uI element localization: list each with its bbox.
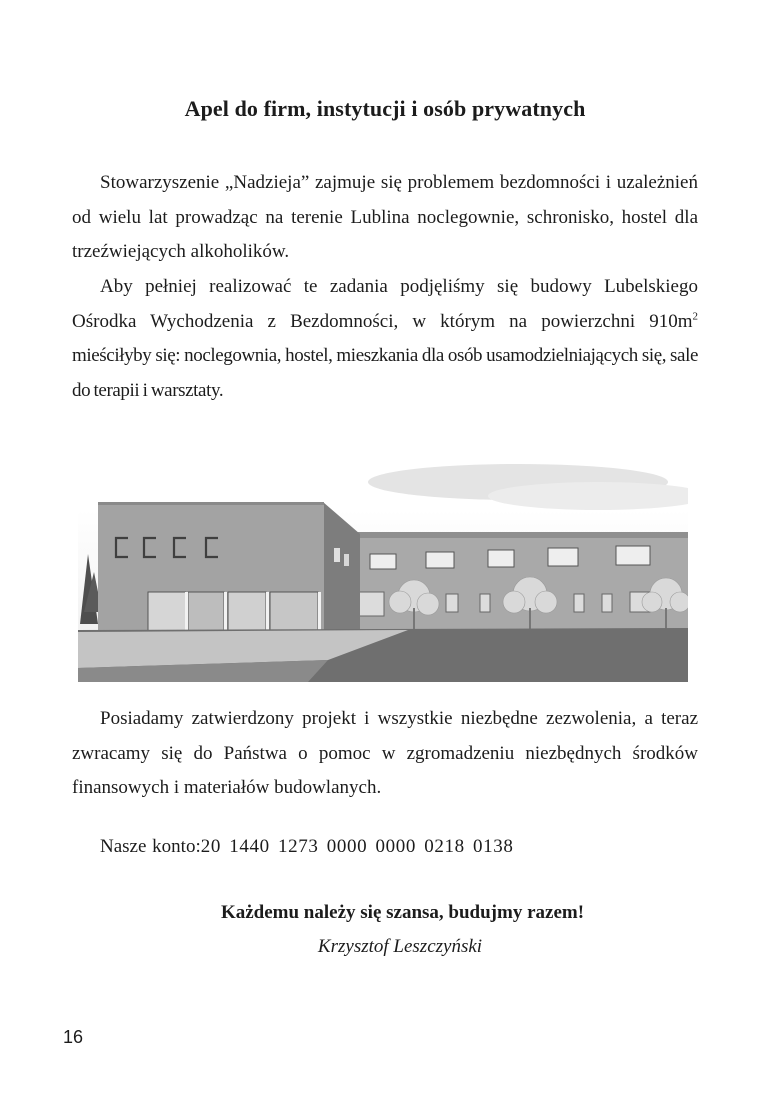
closing-statement: Każdemu należy się szansa, budujmy razem! <box>220 902 585 923</box>
building-illustration <box>78 462 688 682</box>
superscript-square: 2 <box>692 310 698 323</box>
bank-account <box>100 836 513 858</box>
signature-name: Krzysztof Leszczyński <box>317 936 483 957</box>
project-paragraph-text: Aby pełniej realizować te zadania podjęliśmy się budowy Lubelskiego Ośrodka Wychodzenia z Bezdomności, w którym na powierzchni 910m <box>72 276 698 332</box>
bank-account-label: Nasze konto: <box>100 836 201 857</box>
page-title: Apel do firm, instytucji i osób prywatnych <box>184 96 586 121</box>
bank-account-number: 20 1440 1273 0000 0000 0218 0138 <box>200 836 514 857</box>
page-number: 16 <box>63 1027 84 1047</box>
project-paragraph-text-continued: mieściłyby się: noclegownia, hostel, mieszkania dla osób usamodzielniających się, sale do terapii i warsztaty. <box>72 345 698 401</box>
request-paragraph: Posiadamy zatwierdzony projekt i wszystkie niezbędne zezwolenia, a teraz zwracamy się do Państwa o pomoc w zgromadzeniu niezbędnych środków finansowych i materiałów budowlanych. <box>72 708 698 798</box>
intro-paragraph: Stowarzyszenie „Nadzieja” zajmuje się problemem bezdomności i uzależnień od wielu lat prowadząc na terenie Lublina noclegownie, schronisko, hostel dla trzeźwiejących alkoholików. <box>72 172 698 262</box>
project-paragraph <box>72 270 698 408</box>
